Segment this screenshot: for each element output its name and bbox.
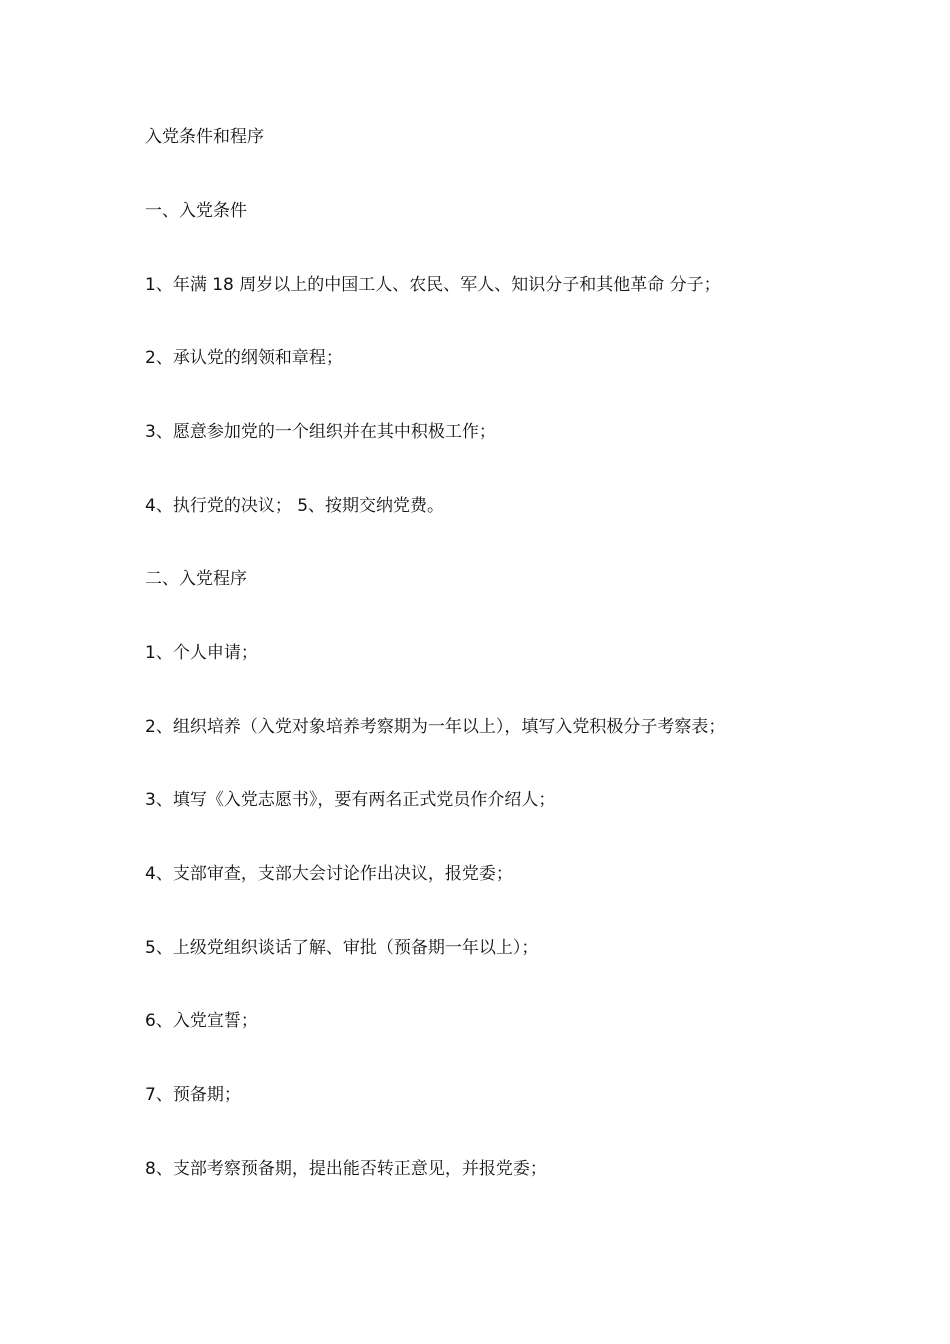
procedure-item: 1、个人申请； (145, 643, 258, 663)
procedure-item: 2、组织培养（入党对象培养考察期为一年以上），填写入党积极分子考察表； (145, 717, 726, 737)
procedure-item: 3、填写《入党志愿书》，要有两名正式党员作介绍人； (145, 790, 556, 810)
condition-item: 3、愿意参加党的一个组织并在其中积极工作； (145, 422, 496, 442)
section-heading-conditions: 一、入党条件 (145, 201, 247, 221)
procedure-item: 6、入党宣誓； (145, 1011, 258, 1031)
document-title: 入党条件和程序 (145, 127, 264, 147)
procedure-item: 5、上级党组织谈话了解、审批（预备期一年以上）； (145, 938, 539, 958)
procedure-item: 8、支部考察预备期，提出能否转正意见，并报党委； (145, 1159, 547, 1179)
section-heading-procedure: 二、入党程序 (145, 569, 247, 589)
condition-item: 4、执行党的决议； 5、按期交纳党费。 (145, 496, 445, 516)
procedure-item: 7、预备期； (145, 1085, 241, 1105)
condition-item: 1、年满 18 周岁以上的中国工人、农民、军人、知识分子和其他革命 分子； (145, 275, 721, 295)
procedure-item: 4、支部审查，支部大会讨论作出决议，报党委； (145, 864, 513, 884)
condition-item: 2、承认党的纲领和章程； (145, 348, 343, 368)
